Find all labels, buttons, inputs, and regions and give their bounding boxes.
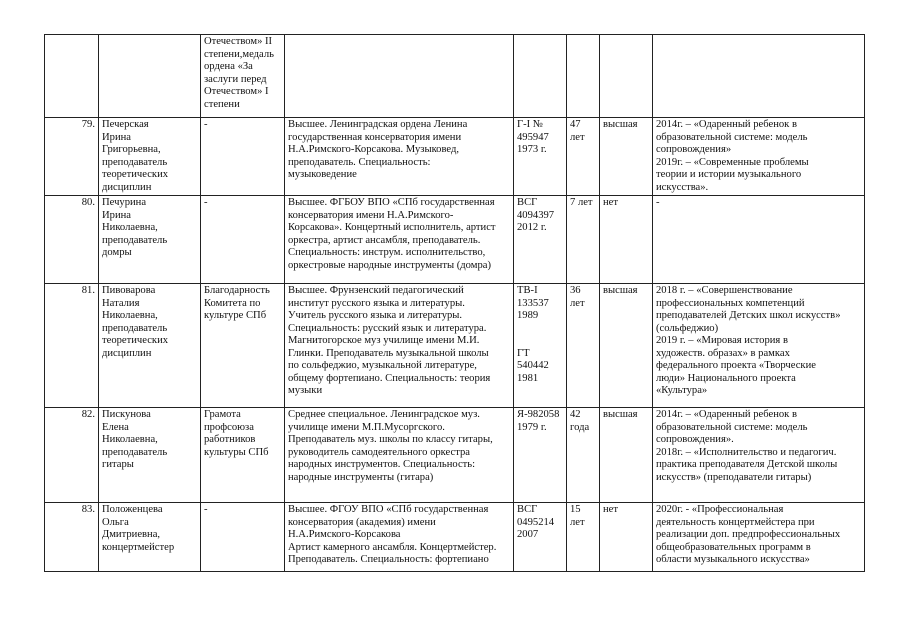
cell-num: 83. [45,503,99,572]
cell-name: Печерская Ирина Григорьевна, преподаватель теоретических дисциплин [99,118,201,196]
staff-table [44,34,865,572]
cell-diploma: Г-I № 495947 1973 г. [514,118,567,196]
cell-experience: 36 лет [567,284,600,408]
table-row [45,196,865,284]
cell-education: Высшее. Фрунзенский педагогический институт русского языка и литературы. Учитель русского языка и литературы. Специальность: русский язык и литература. Магнитогорское муз училище имени М.И. Глинки. Преподаватель музыкальной школы по сольфеджио, музыкальной литературе, общему фортепиано. Специальность: теория музыки [285,284,514,408]
cell-courses: 2014г. – «Одаренный ребенок в образовательной системе: модель сопровождения» 2019г. – «Современные проблемы теории и истории музыкального искусства». [653,118,865,196]
cell-num: 79. [45,118,99,196]
table-row [45,118,865,196]
cell-courses [653,35,865,118]
cell-num: 80. [45,196,99,284]
cell-award: - [201,118,285,196]
cell-experience: 42 года [567,408,600,503]
cell-experience: 15 лет [567,503,600,572]
cell-award: - [201,196,285,284]
cell-category: нет [600,503,653,572]
cell-courses: 2018 г. – «Совершенствование профессиональных компетенций преподавателей Детских школ искусств» (сольфеджио) 2019 г. – «Мировая история в художеств. образах» в рамках федерального проекта «Творческие люди» Национального проекта «Культура» [653,284,865,408]
cell-courses: 2014г. – «Одаренный ребенок в образовательной системе: модель сопровождения». 2018г. – «Исполнительство и педагогич. практика преподавателя Детской школы искусств» (преподаватели гитары) [653,408,865,503]
cell-experience [567,35,600,118]
cell-education: Высшее. Ленинградская ордена Ленина государственная консерватория имени Н.А.Римского-Корсакова. Музыковед, преподаватель. Специальность: музыковедение [285,118,514,196]
table-row [45,503,865,572]
cell-name: Положенцева Ольга Дмитриевна, концертмейстер [99,503,201,572]
cell-num: 82. [45,408,99,503]
cell-category: высшая [600,408,653,503]
cell-experience: 7 лет [567,196,600,284]
cell-name: Пивоварова Наталия Николаевна, преподаватель теоретических дисциплин [99,284,201,408]
cell-courses: - [653,196,865,284]
cell-diploma: ТВ-I 133537 1989 ГТ 540442 1981 [514,284,567,408]
cell-diploma [514,35,567,118]
cell-category [600,35,653,118]
cell-education [285,35,514,118]
cell-experience: 47 лет [567,118,600,196]
cell-category: высшая [600,118,653,196]
spacer [517,323,563,336]
cell-num: 81. [45,284,99,408]
cell-name: Печурина Ирина Николаевна, преподаватель домры [99,196,201,284]
cell-name [99,35,201,118]
cell-award: Благодарность Комитета по культуре СПб [201,284,285,408]
cell-education: Высшее. ФГОУ ВПО «СПб государственная консерватория (академия) имени Н.А.Римского-Корсакова Артист камерного ансамбля. Концертмейстер. Преподаватель. Специальность: фортепиано [285,503,514,572]
cell-diploma: Я-982058 1979 г. [514,408,567,503]
table-row-continuation [45,35,865,118]
cell-num [45,35,99,118]
cell-name: Пискунова Елена Николаевна, преподаватель гитары [99,408,201,503]
table-row [45,408,865,503]
cell-award: - [201,503,285,572]
cell-education: Среднее специальное. Ленинградское муз. училище имени М.П.Мусоргского. Преподаватель муз. школы по классу гитары, руководитель самодеятельного оркестра народных инструментов. Специальность: народные инструменты (гитара) [285,408,514,503]
cell-category: нет [600,196,653,284]
cell-diploma: ВСГ 0495214 2007 [514,503,567,572]
table-row [45,284,865,408]
spacer [517,335,563,348]
cell-education: Высшее. ФГБОУ ВПО «СПб государственная консерватория имени Н.А.Римского- Корсакова». Концертный исполнитель, артист оркестра, артист ансамбля, преподаватель. Специальность: инструм. исполнительство, оркестровые народные инструменты (домра) [285,196,514,284]
cell-award: Отечеством» II степени,медаль ордена «За заслуги перед Отечеством» I степени [201,35,285,118]
cell-award: Грамота профсоюза работников культуры СПб [201,408,285,503]
cell-category: высшая [600,284,653,408]
cell-courses: 2020г. - «Профессиональная деятельность концертмейстера при реализации доп. предпрофессиональных общеобразовательных программ в области музыкального искусства» [653,503,865,572]
cell-diploma: ВСГ 4094397 2012 г. [514,196,567,284]
